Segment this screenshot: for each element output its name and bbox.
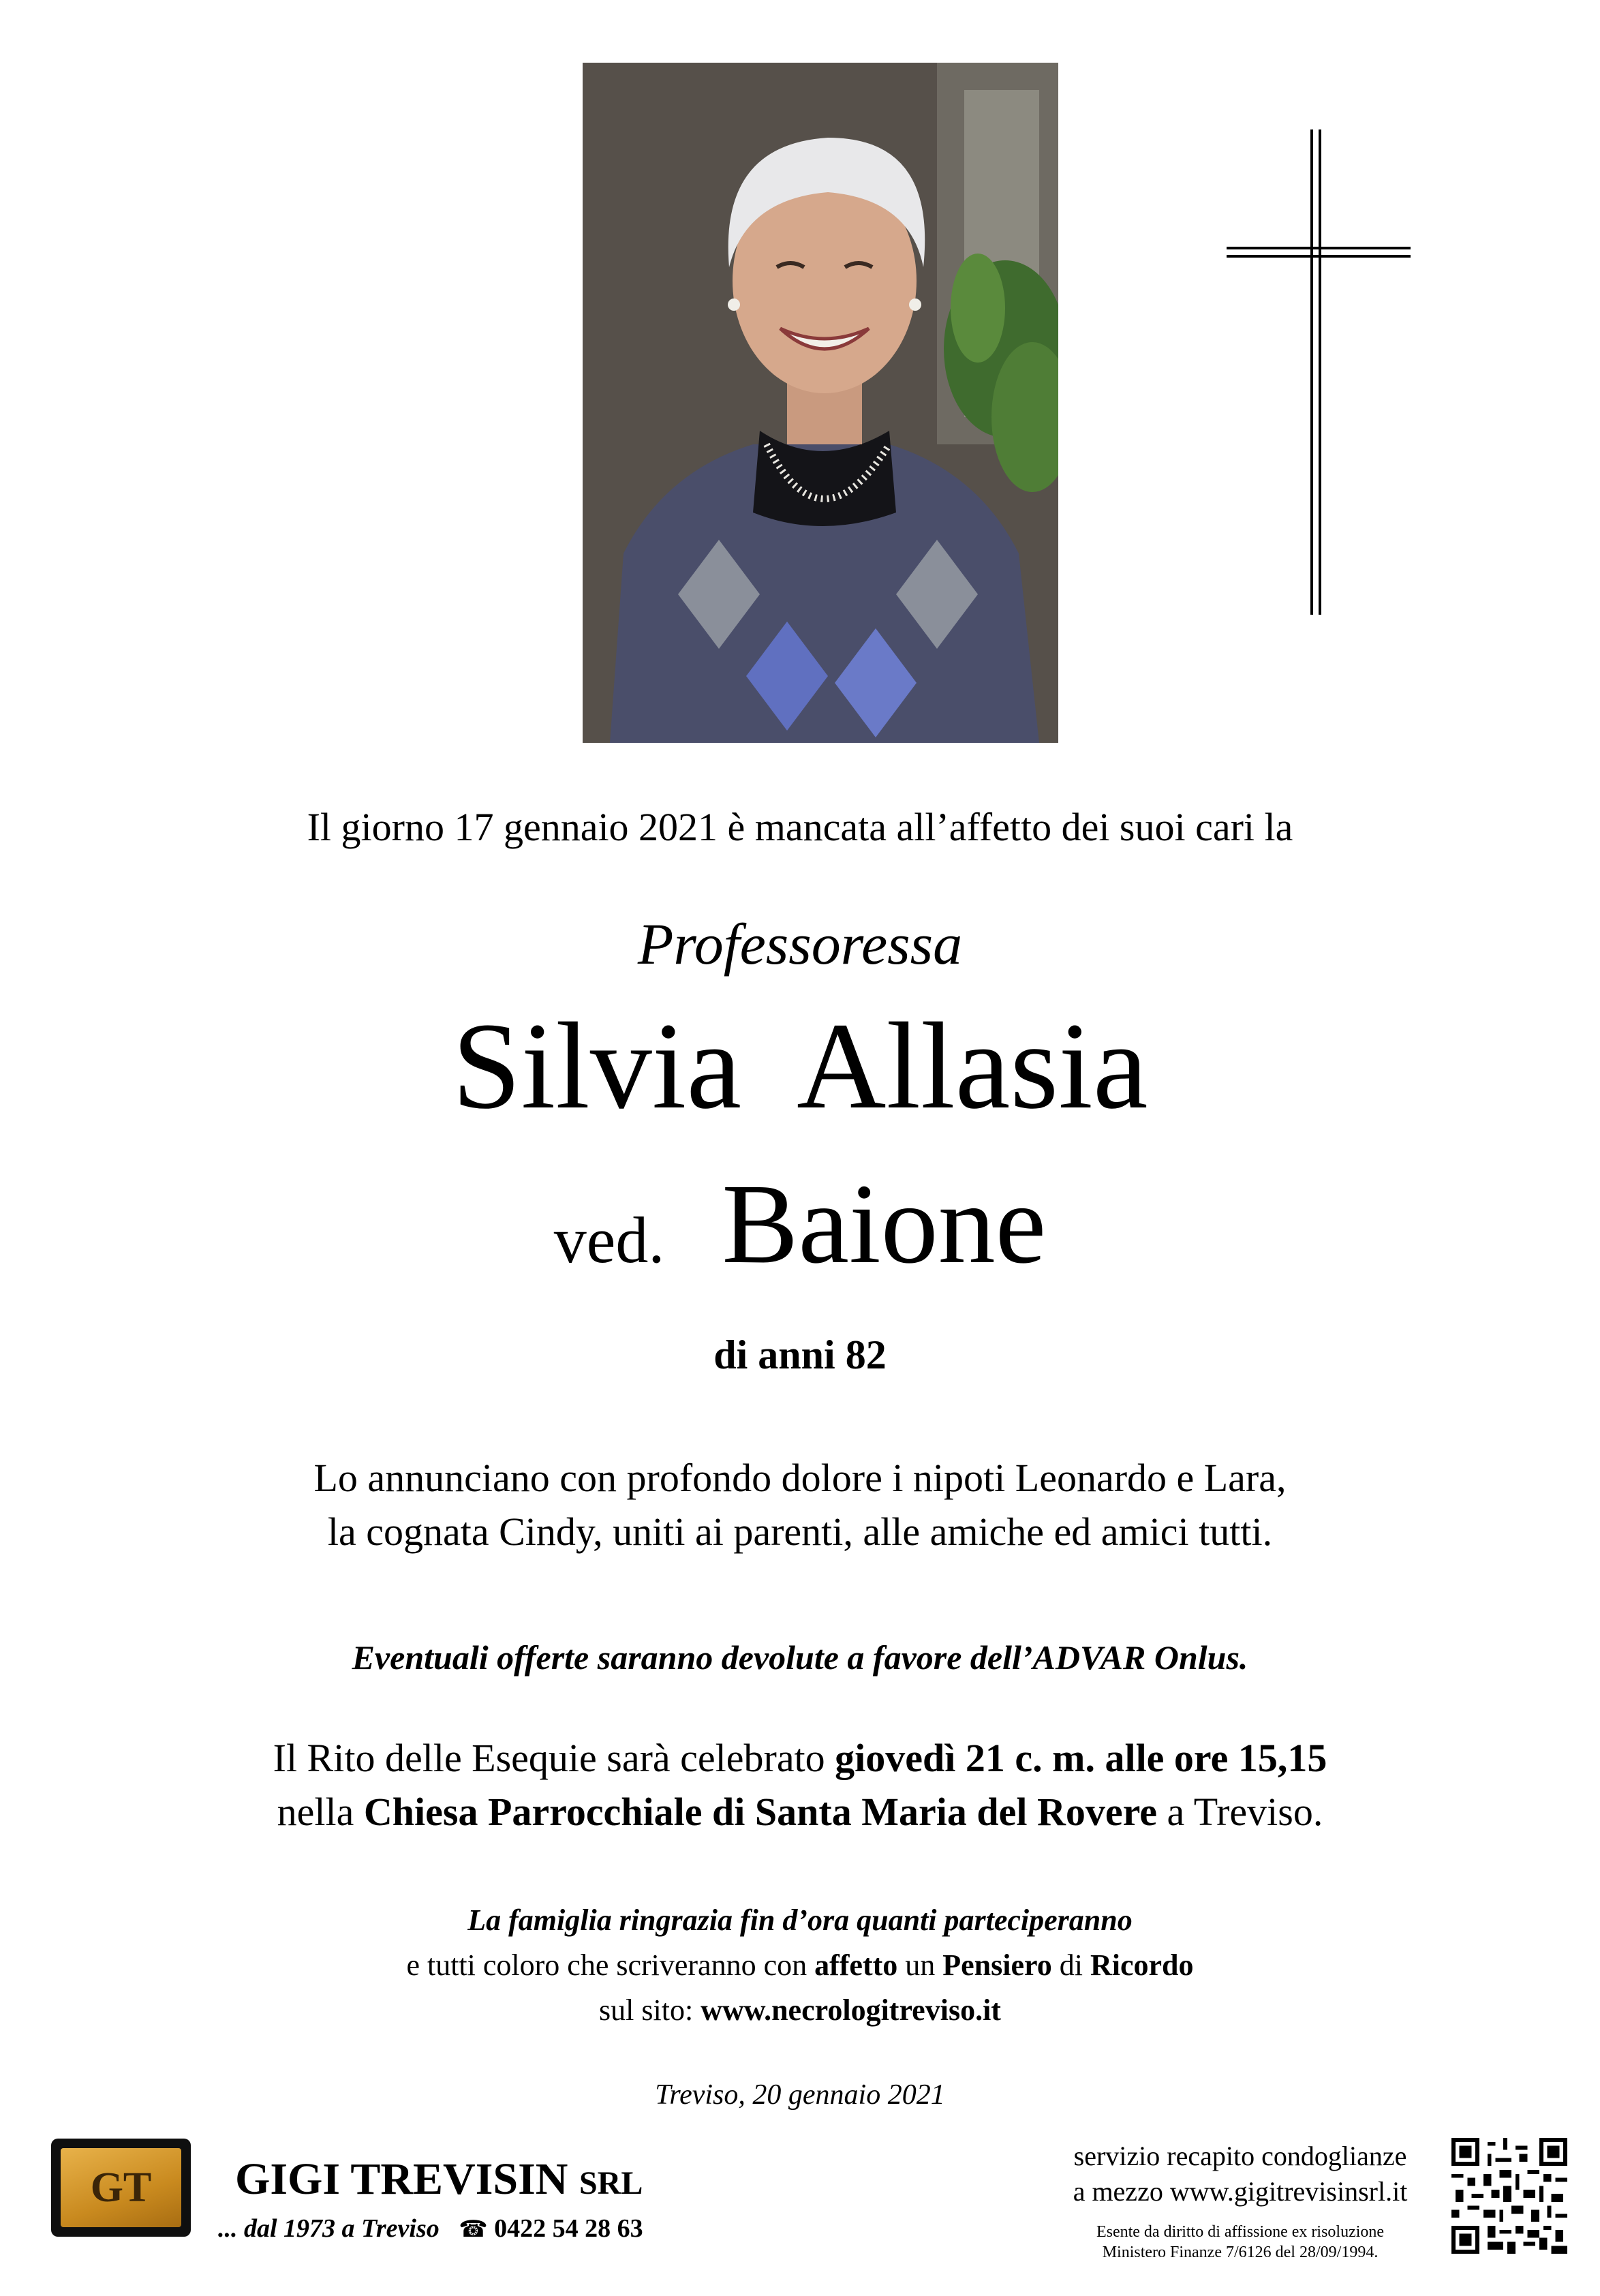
widow-line [0, 1159, 1600, 1290]
exemption-note: Esente da diritto di affissione ex risoluzione Ministero Finanze 7/6126 del 28/09/1994. [1096, 2223, 1385, 2261]
widow-name: Baione [722, 1161, 1047, 1287]
widow-prefix: ved. [553, 1204, 665, 1276]
service-website[interactable]: a mezzo www.gigitrevisinsrl.it [1073, 2176, 1408, 2207]
thanks-block [0, 1898, 1600, 2033]
deceased-name: Silvia Allasia [452, 998, 1148, 1135]
thanks-line-2: e tutti coloro che scriveranno con affetto un Pensiero di Ricordo [406, 1948, 1194, 1982]
announcers [0, 1452, 1600, 1559]
company-name: GIGI TREVISIN SRL [235, 2154, 643, 2204]
phone-icon: ☎ [459, 2216, 488, 2243]
company-tagline: ... dal 1973 a Treviso ☎ 0422 54 28 63 [218, 2214, 643, 2243]
website-link[interactable]: www.necrologitreviso.it [701, 1993, 1001, 2027]
funeral-line-2: nella Chiesa Parrocchiale di Santa Maria del Rovere a Treviso. [277, 1789, 1323, 1834]
publication-date: Treviso, 20 gennaio 2021 [655, 2079, 945, 2111]
offerings-note: Eventuali offerte saranno devolute a favore dell’ADVAR Onlus. [352, 1638, 1248, 1677]
age: di anni 82 [713, 1332, 887, 1377]
phone-number[interactable]: 0422 54 28 63 [494, 2214, 643, 2243]
funeral-details [0, 1732, 1600, 1839]
announcers-line-2: la cognata Cindy, uniti ai parenti, alle amiche ed amici tutti. [327, 1509, 1273, 1554]
thanks-line-3: sul sito: www.necrologitreviso.it [599, 1993, 1001, 2027]
portrait-photo [583, 63, 1058, 743]
thanks-line-1: La famiglia ringrazia fin d’ora quanti parteciperanno [467, 1903, 1133, 1937]
intro-text: Il giorno 17 gennaio 2021 è mancata all’affetto dei suoi cari la [307, 805, 1293, 849]
honorific-title: Professoressa [637, 911, 963, 977]
condolence-service: servizio recapito condoglianze a mezzo www.gigitrevisinsrl.it [1049, 2139, 1431, 2209]
funeral-line-1: Il Rito delle Esequie sarà celebrato giovedì 21 c. m. alle ore 15,15 [273, 1736, 1327, 1780]
announcers-line-1: Lo annunciano con profondo dolore i nipoti Leonardo e Lara, [313, 1456, 1287, 1500]
company-logo: GT [51, 2139, 191, 2237]
cross-icon [1227, 129, 1411, 615]
qr-code-icon[interactable] [1451, 2138, 1567, 2254]
